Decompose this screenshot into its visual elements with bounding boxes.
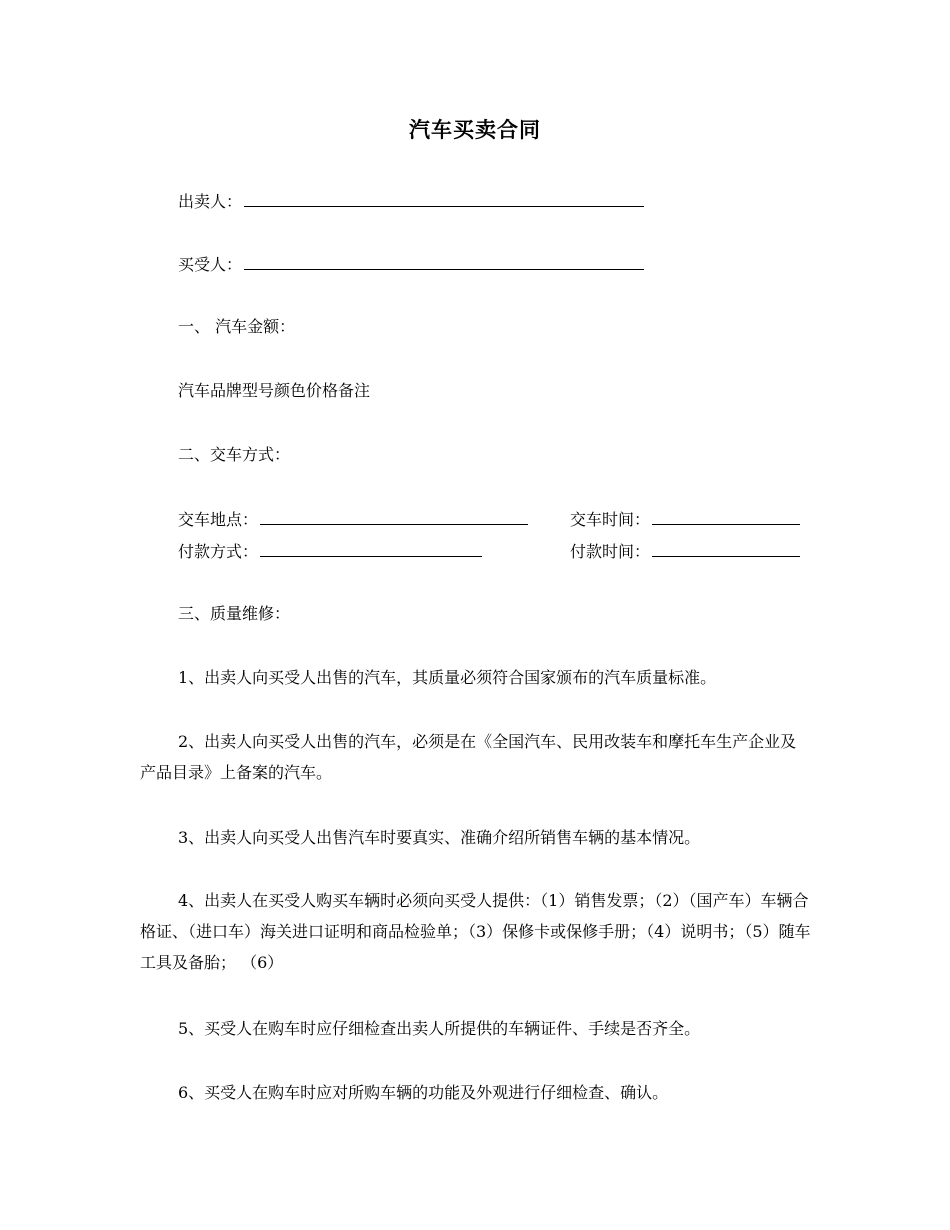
clause-6: 6、买受人在购车时应对所购车辆的功能及外观进行仔细检查、确认。 — [178, 1083, 669, 1102]
clause-1: 1、出卖人向买受人出售的汽车，其质量必须符合国家颁布的汽车质量标准。 — [178, 668, 717, 687]
payment-time-line — [570, 540, 800, 562]
document-title: 汽车买卖合同 — [409, 117, 541, 142]
payment-time-label: 付款时间： — [570, 542, 651, 561]
buyer-label: 买受人： — [178, 255, 243, 274]
seller-label: 出卖人： — [178, 192, 243, 211]
clause-5: 5、买受人在购车时应仔细检查出卖人所提供的车辆证件、手续是否齐全。 — [178, 1019, 701, 1038]
section3-heading: 三、质量维修： — [178, 604, 291, 623]
seller-line — [178, 190, 644, 212]
section1-heading: 一、 汽车金额： — [178, 317, 296, 336]
buyer-blank[interactable] — [244, 253, 644, 270]
buyer-line — [178, 253, 644, 275]
delivery-place-blank[interactable] — [260, 508, 528, 525]
delivery-time-line — [570, 508, 800, 530]
payment-method-line — [178, 540, 482, 562]
seller-blank[interactable] — [244, 190, 644, 207]
payment-method-blank[interactable] — [260, 540, 482, 557]
delivery-place-line — [178, 508, 528, 530]
payment-time-blank[interactable] — [652, 540, 800, 557]
delivery-time-label: 交车时间： — [570, 510, 651, 529]
clause-2: 2、出卖人向买受人出售的汽车，必须是在《全国汽车、民用改装车和摩托车生产企业及产品目录》上备案的汽车。 — [140, 732, 797, 782]
section1-columns: 汽车品牌型号颜色价格备注 — [178, 381, 371, 400]
delivery-time-blank[interactable] — [652, 508, 800, 525]
clause-4: 4、出卖人在买受人购买车辆时必须向买受人提供：（1）销售发票；（2）（国产车）车辆合格证、（进口车）海关进口证明和商品检验单；（3）保修卡或保修手册；（4）说明书；（5）随车工具及备胎； （6） — [140, 891, 811, 972]
section2-heading: 二、交车方式： — [178, 445, 291, 464]
payment-method-label: 付款方式： — [178, 542, 259, 561]
delivery-place-label: 交车地点： — [178, 510, 259, 529]
clause-3: 3、出卖人向买受人出售汽车时要真实、准确介绍所销售车辆的基本情况。 — [178, 828, 701, 847]
